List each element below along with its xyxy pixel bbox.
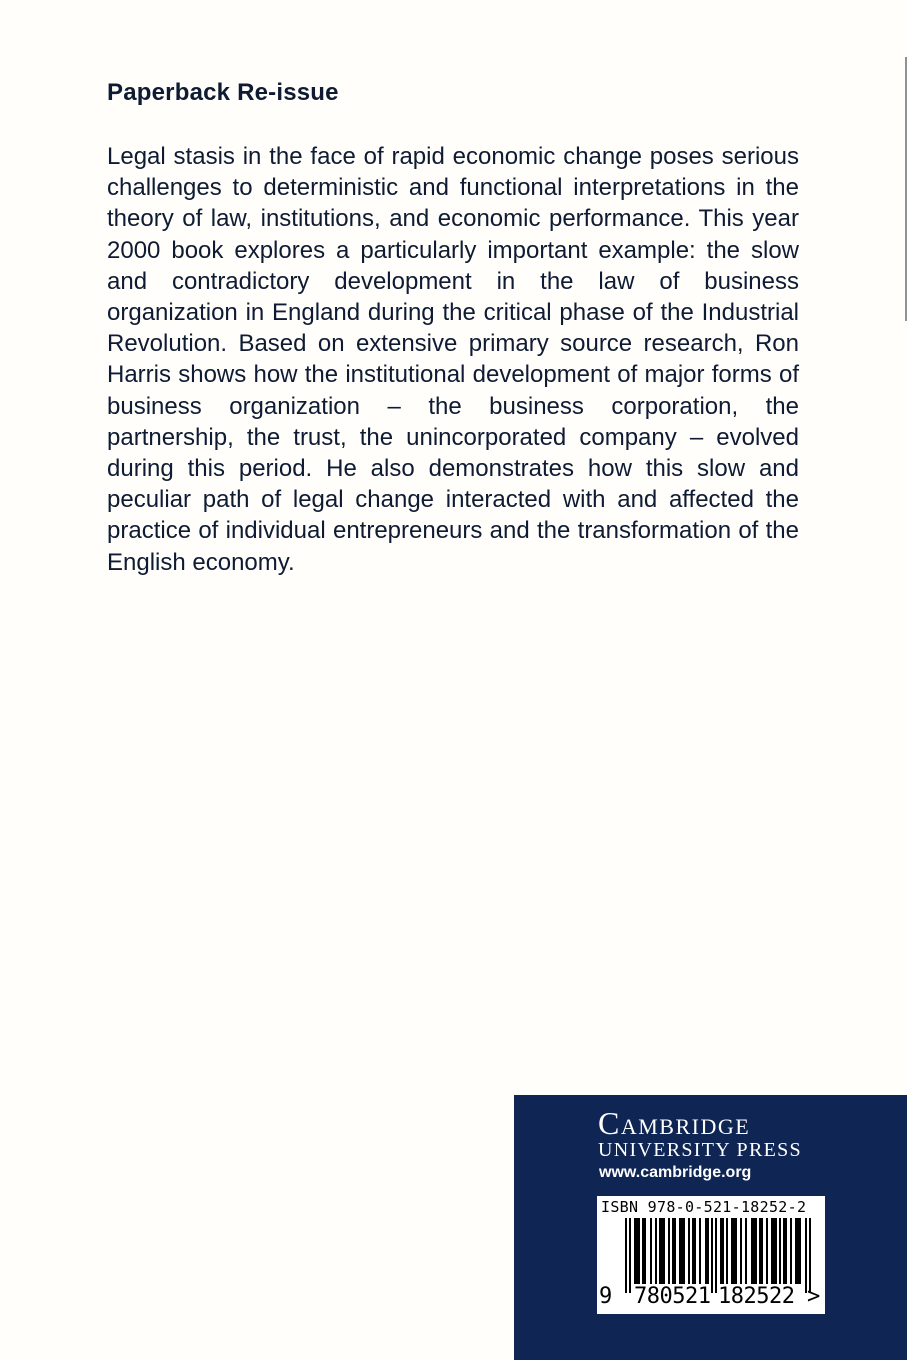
ean-quiet-zone-marker: > bbox=[807, 1284, 821, 1309]
publisher-subtitle: UNIVERSITY PRESS bbox=[598, 1139, 802, 1161]
edition-heading: Paperback Re-issue bbox=[107, 79, 339, 106]
barcode-icon bbox=[625, 1218, 815, 1293]
isbn-label: ISBN 978-0-521-18252-2 bbox=[601, 1198, 807, 1216]
ean-first-digit: 9 bbox=[599, 1284, 613, 1309]
book-description: Legal stasis in the face of rapid economic change poses serious challenges to deterministic and functional interpretations in the theory of law, institutions, and economic performance. This year 2000 book explores a particularly important example: the slow and contradictory development in the law of business organization in England during the critical phase of the Industrial Revolution. Based on extensive primary source research, Ron Harris shows how the institutional development of major forms of business organization – the business corporation, the partnership, the trust, the unincorporated company – evolved during this period. He also demonstrates how this slow and peculiar path of legal change interacted with and affected the practice of individual entrepreneurs and the transformation of the English economy. bbox=[107, 143, 799, 576]
publisher-block bbox=[514, 1095, 907, 1360]
ean-right-digits: 182522 bbox=[718, 1284, 795, 1309]
publisher-url: www.cambridge.org bbox=[599, 1164, 752, 1181]
publisher-name: Cambridge bbox=[598, 1105, 751, 1141]
ean-left-digits: 780521 bbox=[634, 1284, 711, 1309]
isbn-barcode-box bbox=[597, 1196, 825, 1314]
